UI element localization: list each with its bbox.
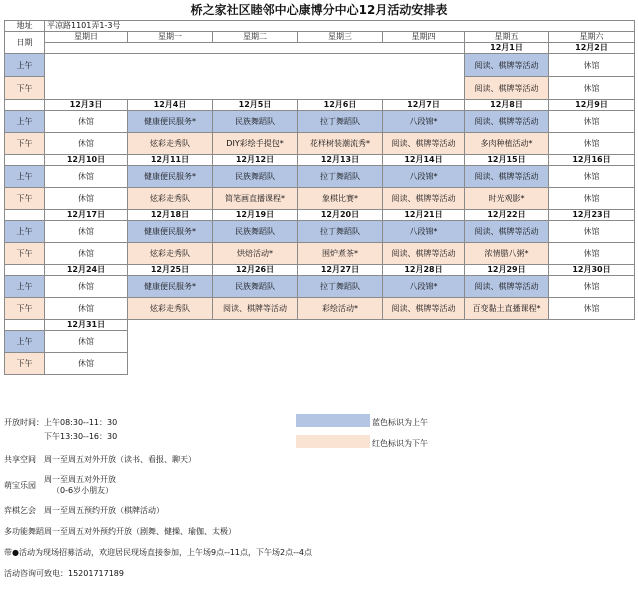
activity-cell: 健康便民服务* xyxy=(128,276,213,298)
table-row xyxy=(5,111,635,133)
chess-text: 周一至周五预约开放（棋牌活动） xyxy=(44,506,164,515)
table-row xyxy=(5,54,635,77)
am-row-label: 上午 xyxy=(5,331,45,353)
activity-cell: 阅读、棋牌等活动 xyxy=(465,111,549,133)
weekday-header: 星期三 xyxy=(298,32,383,43)
activity-cell: 围炉煮茶* xyxy=(298,243,383,265)
table-row xyxy=(5,133,635,155)
activity-cell: 炫彩走秀队 xyxy=(128,298,213,320)
activity-cell: 浓情腊八粥* xyxy=(465,243,549,265)
date-cell: 12月20日 xyxy=(298,210,383,221)
table-row xyxy=(5,155,635,166)
activity-cell: 多肉种植活动* xyxy=(465,133,549,155)
activity-cell: 休馆 xyxy=(45,221,128,243)
activity-cell: 烘焙活动* xyxy=(213,243,298,265)
activity-cell: 休馆 xyxy=(45,243,128,265)
date-cell: 12月8日 xyxy=(465,100,549,111)
table-row xyxy=(5,166,635,188)
date-row-spacer xyxy=(5,320,45,331)
date-cell: 12月25日 xyxy=(128,265,213,276)
activity-cell: 时光观影* xyxy=(465,188,549,210)
date-cell: 12月12日 xyxy=(213,155,298,166)
date-label: 日期 xyxy=(5,32,45,54)
baby-park-label: 萌宝乐园 xyxy=(4,481,36,490)
activity-cell: 休馆 xyxy=(549,188,635,210)
open-time-pm: 下午13:30--16：30 xyxy=(44,432,118,441)
activity-cell: 简笔画直播课程* xyxy=(213,188,298,210)
activity-cell: 阅读、棋牌等活动 xyxy=(213,298,298,320)
shared-space-label: 共享空间 xyxy=(4,455,36,464)
activity-cell: 民族舞蹈队 xyxy=(213,276,298,298)
table-row xyxy=(5,210,635,221)
date-cell: 12月21日 xyxy=(383,210,465,221)
page-title: 桥之家社区睦邻中心康博分中心12月活动安排表 xyxy=(190,3,448,17)
activity-cell: 彩绘活动* xyxy=(298,298,383,320)
weekday-header: 星期二 xyxy=(213,32,298,43)
activity-cell: 休馆 xyxy=(549,276,635,298)
date-row-spacer xyxy=(5,155,45,166)
date-row-spacer xyxy=(5,100,45,111)
activity-cell: 休馆 xyxy=(549,243,635,265)
address-label: 地址 xyxy=(5,21,45,32)
activity-cell: 民族舞蹈队 xyxy=(213,111,298,133)
activity-cell: 休馆 xyxy=(45,353,128,375)
pm-row-label: 下午 xyxy=(5,77,45,100)
activity-cell: 百变黏土直播课程* xyxy=(465,298,549,320)
baby-park-age: （0-6岁小朋友） xyxy=(52,486,114,495)
date-cell: 12月31日 xyxy=(45,320,128,331)
date-cell: 12月4日 xyxy=(128,100,213,111)
table-row xyxy=(5,265,635,276)
date-cell: 12月17日 xyxy=(45,210,128,221)
activity-cell: 炫彩走秀队 xyxy=(128,188,213,210)
activity-cell: 阅读、棋牌等活动 xyxy=(465,221,549,243)
weekday-header: 星期五 xyxy=(465,32,549,43)
date-cell: 12月2日 xyxy=(549,43,635,54)
empty-dates xyxy=(45,43,465,54)
weekday-header: 星期六 xyxy=(549,32,635,43)
activity-cell: 八段锦* xyxy=(383,221,465,243)
date-cell: 12月10日 xyxy=(45,155,128,166)
table-row xyxy=(5,276,635,298)
date-cell: 12月30日 xyxy=(549,265,635,276)
schedule-table xyxy=(4,20,635,375)
activity-cell: 民族舞蹈队 xyxy=(213,221,298,243)
am-row-label: 上午 xyxy=(5,221,45,243)
activity-cell: 八段锦* xyxy=(383,166,465,188)
date-cell: 12月29日 xyxy=(465,265,549,276)
date-cell: 12月9日 xyxy=(549,100,635,111)
open-time-am: 上午08:30--11：30 xyxy=(44,418,118,427)
pm-row-label: 下午 xyxy=(5,353,45,375)
activity-cell: 休馆 xyxy=(549,221,635,243)
activity-cell: DIY彩绘手提包* xyxy=(213,133,298,155)
date-row-spacer xyxy=(5,265,45,276)
am-row-label: 上午 xyxy=(5,166,45,188)
activity-cell: 健康便民服务* xyxy=(128,166,213,188)
address-value: 平凉路1101弄1-3号 xyxy=(45,21,635,32)
date-cell: 12月27日 xyxy=(298,265,383,276)
pm-row-label: 下午 xyxy=(5,243,45,265)
date-cell: 12月11日 xyxy=(128,155,213,166)
date-cell: 12月14日 xyxy=(383,155,465,166)
activity-cell: 休馆 xyxy=(549,77,635,100)
dance-room-text: 多功能舞蹈周一至周五对外预约开放（剧舞、健操、瑜伽、太极） xyxy=(4,527,236,536)
legend-am-swatch xyxy=(296,414,370,427)
activity-cell: 象棋比赛* xyxy=(298,188,383,210)
activity-cell: 阅读、棋牌等活动 xyxy=(383,188,465,210)
date-cell: 12月23日 xyxy=(549,210,635,221)
activity-cell: 休馆 xyxy=(549,166,635,188)
weekday-header: 星期一 xyxy=(128,32,213,43)
table-row xyxy=(5,100,635,111)
date-cell: 12月28日 xyxy=(383,265,465,276)
weekday-header: 星期日 xyxy=(45,32,128,43)
activity-cell: 休馆 xyxy=(549,111,635,133)
date-cell: 12月22日 xyxy=(465,210,549,221)
table-row xyxy=(5,298,635,320)
activity-cell: 阅读、棋牌等活动 xyxy=(465,54,549,77)
activity-cell: 拉丁舞蹈队 xyxy=(298,166,383,188)
legend-am-text: 蓝色标识为上午 xyxy=(372,418,428,427)
date-cell: 12月5日 xyxy=(213,100,298,111)
pm-row-label: 下午 xyxy=(5,133,45,155)
activity-cell: 健康便民服务* xyxy=(128,221,213,243)
recruit-note: 带●活动为现场招募活动，欢迎居民现场直接参加，上午场9点--11点，下午场2点--4点 xyxy=(4,548,312,557)
legend-pm-text: 红色标识为下午 xyxy=(372,439,428,448)
activity-cell: 拉丁舞蹈队 xyxy=(298,276,383,298)
activity-cell: 阅读、棋牌等活动 xyxy=(465,77,549,100)
phone-note: 活动咨询可致电：15201717189 xyxy=(4,569,124,578)
am-row-label: 上午 xyxy=(5,111,45,133)
activity-cell: 休馆 xyxy=(549,133,635,155)
activity-cell: 阅读、棋牌等活动 xyxy=(465,276,549,298)
date-cell: 12月7日 xyxy=(383,100,465,111)
activity-cell: 八段锦* xyxy=(383,111,465,133)
chess-label: 弈棋乞会 xyxy=(4,506,36,515)
activity-cell: 民族舞蹈队 xyxy=(213,166,298,188)
pm-row-label: 下午 xyxy=(5,298,45,320)
activity-cell: 休馆 xyxy=(549,298,635,320)
date-cell: 12月6日 xyxy=(298,100,383,111)
activity-cell: 拉丁舞蹈队 xyxy=(298,111,383,133)
activity-cell: 健康便民服务* xyxy=(128,111,213,133)
date-cell: 12月18日 xyxy=(128,210,213,221)
activity-cell: 炫彩走秀队 xyxy=(128,243,213,265)
pm-row-label: 下午 xyxy=(5,188,45,210)
date-cell: 12月13日 xyxy=(298,155,383,166)
am-row-label: 上午 xyxy=(5,276,45,298)
date-row-spacer xyxy=(5,210,45,221)
table-row xyxy=(5,243,635,265)
activity-cell: 阅读、棋牌等活动 xyxy=(383,243,465,265)
baby-park-text: 周一至周五对外开放 xyxy=(44,475,116,484)
date-cell: 12月1日 xyxy=(465,43,549,54)
legend-pm-swatch xyxy=(296,435,370,448)
activity-cell: 八段锦* xyxy=(383,276,465,298)
activity-cell: 阅读、棋牌等活动 xyxy=(465,166,549,188)
date-cell: 12月15日 xyxy=(465,155,549,166)
activity-cell: 休馆 xyxy=(45,188,128,210)
activity-cell: 休馆 xyxy=(45,133,128,155)
table-row xyxy=(5,32,635,43)
empty-block xyxy=(45,54,465,100)
date-cell: 12月24日 xyxy=(45,265,128,276)
table-row xyxy=(5,188,635,210)
activity-cell: 阅读、棋牌等活动 xyxy=(383,298,465,320)
open-time-label: 开放时间： xyxy=(4,418,44,427)
table-row xyxy=(5,21,635,32)
activity-cell: 拉丁舞蹈队 xyxy=(298,221,383,243)
date-cell: 12月19日 xyxy=(213,210,298,221)
date-cell: 12月26日 xyxy=(213,265,298,276)
date-cell: 12月3日 xyxy=(45,100,128,111)
shared-space-text: 周一至周五对外开放（读书、看报、聊天） xyxy=(44,455,196,464)
activity-cell: 炫彩走秀队 xyxy=(128,133,213,155)
date-cell: 12月16日 xyxy=(549,155,635,166)
weekday-header: 星期四 xyxy=(383,32,465,43)
am-row-label: 上午 xyxy=(5,54,45,77)
activity-cell: 休馆 xyxy=(45,331,128,353)
activity-cell: 休馆 xyxy=(45,298,128,320)
notes-section xyxy=(4,410,634,590)
activity-cell: 休馆 xyxy=(549,54,635,77)
activity-cell: 阅读、棋牌等活动 xyxy=(383,133,465,155)
table-row xyxy=(5,43,635,54)
trailing-blank xyxy=(128,320,635,375)
activity-cell: 花样树装潮流秀* xyxy=(298,133,383,155)
activity-cell: 休馆 xyxy=(45,276,128,298)
activity-cell: 休馆 xyxy=(45,166,128,188)
table-row xyxy=(5,320,635,331)
activity-cell: 休馆 xyxy=(45,111,128,133)
table-row xyxy=(5,221,635,243)
